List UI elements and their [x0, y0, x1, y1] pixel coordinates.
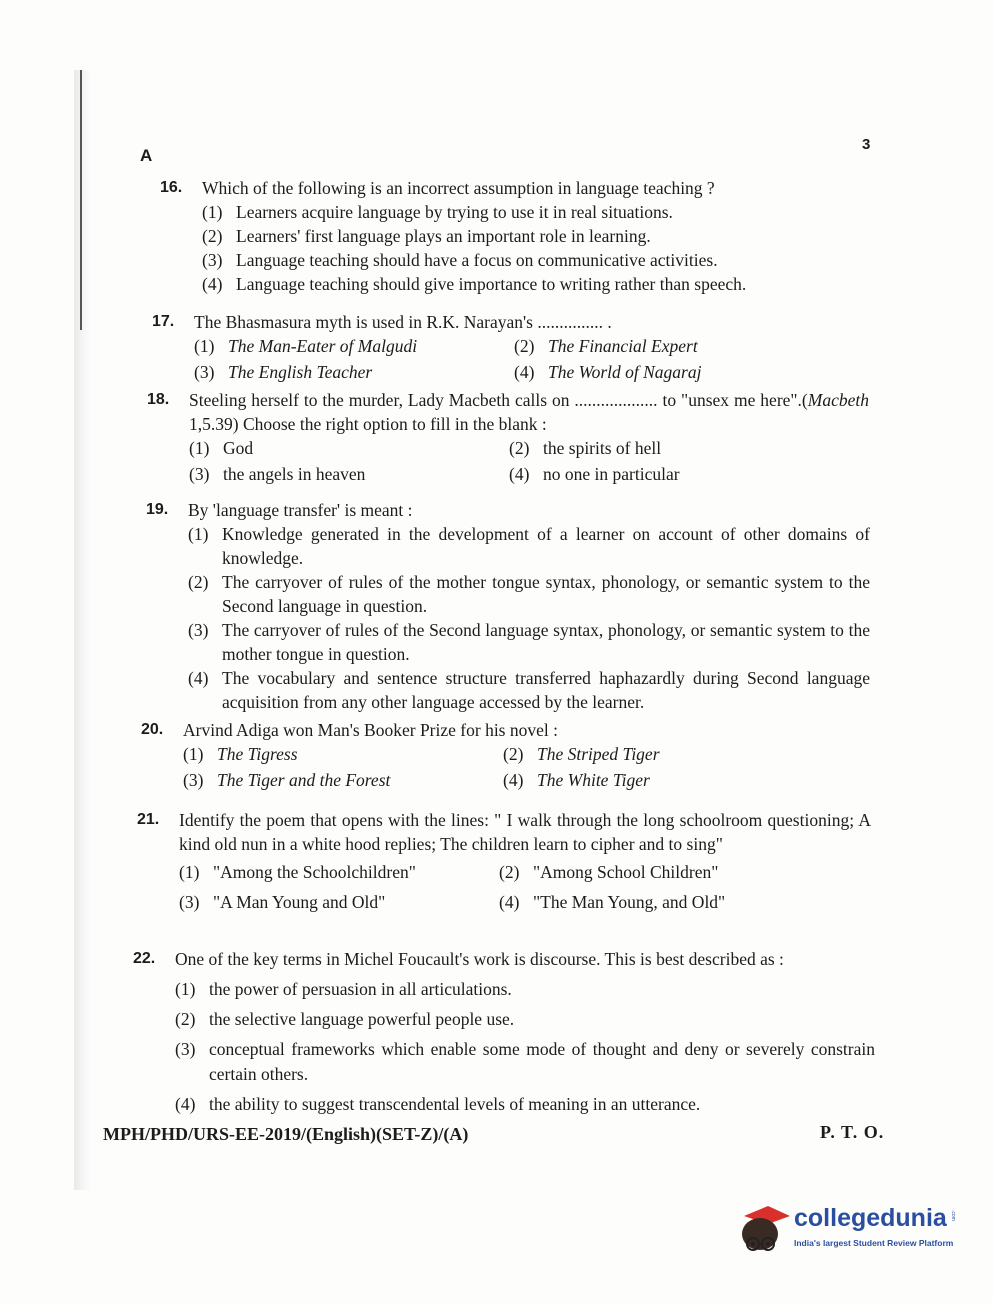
page-number: 3 [862, 136, 871, 153]
option [175, 1007, 875, 1032]
paper-code: MPH/PHD/URS-EE-2019/(English)(SET-Z)/(A) [103, 1124, 469, 1144]
option-text: "The Man Young, and Old" [533, 892, 726, 912]
option [188, 570, 870, 618]
option [503, 768, 841, 792]
pto-label: P. T. O. [820, 1122, 885, 1142]
options-grid [183, 742, 841, 792]
option-number: (1) [189, 438, 210, 458]
option-text: The Financial Expert [548, 336, 698, 356]
option [202, 272, 800, 296]
question-number: 21. [137, 811, 160, 828]
option-number: (3) [202, 250, 223, 270]
option-text: the spirits of hell [543, 438, 662, 458]
option-text: "Among School Children" [533, 862, 719, 882]
option-text: the ability to suggest transcendental levels of meaning in an utterance. [209, 1094, 701, 1114]
option-number: (2) [509, 438, 530, 458]
option-text: Knowledge generated in the development of a learner on account of other domains of knowledge. [222, 524, 870, 568]
option-number: (1) [179, 862, 200, 882]
option-text: the angels in heaven [223, 464, 366, 484]
option-text: The Man-Eater of Malgudi [228, 336, 418, 356]
scan-edge-line [80, 70, 82, 330]
option [514, 334, 812, 358]
options-list [202, 200, 800, 296]
brand-name: collegedunia [794, 1204, 947, 1232]
option-number: (3) [189, 464, 210, 484]
option [509, 462, 869, 486]
options-grid [194, 334, 812, 384]
question-17 [152, 310, 812, 384]
option-text: Learners acquire language by trying to use it in real situations. [236, 202, 673, 222]
option [175, 1092, 875, 1117]
option-text: Language teaching should have a focus on communicative activities. [236, 250, 718, 270]
option [188, 618, 870, 666]
option [179, 890, 499, 914]
scan-shadow [74, 70, 92, 1190]
option-number: (3) [194, 362, 215, 382]
option-text: no one in particular [543, 464, 680, 484]
set-label: A [140, 146, 153, 165]
option-text: conceptual frameworks which enable some mode of thought and deny or severely constrain certain others. [209, 1039, 875, 1084]
options-grid [179, 860, 871, 914]
question-22 [133, 945, 875, 1117]
stem-text: 1,5.39) Choose the right option to fill in the blank : [189, 414, 547, 434]
option-text: Language teaching should give importance to writing rather than speech. [236, 274, 747, 294]
option-number: (3) [175, 1039, 196, 1059]
question-number: 17. [152, 313, 175, 330]
option [509, 436, 869, 460]
option-number: (3) [179, 892, 200, 912]
option-number: (1) [183, 744, 204, 764]
option-text: Learners' first language plays an important role in learning. [236, 226, 651, 246]
question-stem: By 'language transfer' is meant : [188, 500, 413, 520]
question-number: 19. [146, 501, 169, 518]
option-text: "A Man Young and Old" [213, 892, 386, 912]
option-number: (2) [175, 1009, 196, 1029]
options-list [175, 977, 875, 1117]
option-text: The carryover of rules of the Second language syntax, phonology, or semantic system to the mother tongue in question. [222, 620, 870, 664]
option-number: (1) [188, 524, 209, 544]
option [499, 860, 871, 884]
option-number: (1) [175, 979, 196, 999]
option [499, 890, 871, 914]
stem-text: Steeling herself to the murder, Lady Macbeth calls on ................... to "unsex me here".( [189, 390, 808, 410]
option-number: (1) [202, 202, 223, 222]
option [183, 742, 503, 766]
option-text: The English Teacher [228, 362, 373, 382]
stem-italic: Macbeth [807, 390, 869, 410]
question-18 [147, 388, 869, 486]
question-number: 20. [141, 721, 164, 738]
option-text: "Among the Schoolchildren" [213, 862, 416, 882]
option-number: (3) [183, 770, 204, 790]
brand-tagline: India's largest Student Review Platform [794, 1238, 954, 1248]
option-number: (3) [188, 620, 209, 640]
option-number: (2) [188, 572, 209, 592]
option-text: The World of Nagaraj [548, 362, 702, 382]
option-text: The Tiger and the Forest [217, 770, 391, 790]
option-number: (4) [175, 1094, 196, 1114]
brand-suffix: .com [950, 1210, 956, 1221]
option-number: (2) [202, 226, 223, 246]
question-stem [189, 388, 869, 436]
option [202, 248, 800, 272]
option-number: (4) [509, 464, 530, 484]
option-text: The vocabulary and sentence structure transferred haphazardly during Second language acquisition from any other language accessed by the learner. [222, 668, 870, 712]
question-number: 22. [133, 950, 156, 967]
option-number: (2) [499, 862, 520, 882]
question-number: 16. [160, 179, 183, 196]
option-text: The carryover of rules of the mother tongue syntax, phonology, or semantic system to the Second language in question. [222, 572, 870, 616]
option-number: (4) [202, 274, 223, 294]
option-text: God [223, 438, 254, 458]
option-number: (2) [503, 744, 524, 764]
option-text: The Tigress [217, 744, 298, 764]
option-number: (4) [188, 668, 209, 688]
mascot-icon [738, 1200, 792, 1260]
question-stem: The Bhasmasura myth is used in R.K. Narayan's ............... . [194, 312, 612, 332]
option-number: (1) [194, 336, 215, 356]
option [183, 768, 503, 792]
option [179, 860, 499, 884]
collegedunia-watermark [738, 1200, 962, 1262]
option [514, 360, 812, 384]
question-number: 18. [147, 391, 170, 408]
option-text: The Striped Tiger [537, 744, 660, 764]
option-number: (4) [514, 362, 535, 382]
question-16 [160, 176, 800, 296]
option [188, 666, 870, 714]
option [188, 522, 870, 570]
option-text: The White Tiger [537, 770, 650, 790]
question-20 [141, 718, 841, 792]
question-stem: Arvind Adiga won Man's Booker Prize for his novel : [183, 720, 558, 740]
option-number: (2) [514, 336, 535, 356]
option [175, 1037, 875, 1087]
option [194, 334, 514, 358]
question-stem: Identify the poem that opens with the lines: " I walk through the long schoolroom questioning; A kind old nun in a white hood replies; The children learn to cipher and to sing" [179, 810, 871, 854]
question-stem: One of the key terms in Michel Foucault's work is discourse. This is best described as : [175, 949, 784, 969]
option [189, 436, 509, 460]
option-text: the power of persuasion in all articulations. [209, 979, 512, 999]
option [202, 200, 800, 224]
question-19 [146, 498, 870, 714]
options-list [188, 522, 870, 714]
option-number: (4) [503, 770, 524, 790]
question-stem: Which of the following is an incorrect assumption in language teaching ? [202, 178, 715, 198]
option-text: the selective language powerful people use. [209, 1009, 515, 1029]
options-grid [189, 436, 869, 486]
option [194, 360, 514, 384]
option [202, 224, 800, 248]
option [175, 977, 875, 1002]
option [503, 742, 841, 766]
option [189, 462, 509, 486]
option-number: (4) [499, 892, 520, 912]
question-21 [137, 808, 871, 914]
